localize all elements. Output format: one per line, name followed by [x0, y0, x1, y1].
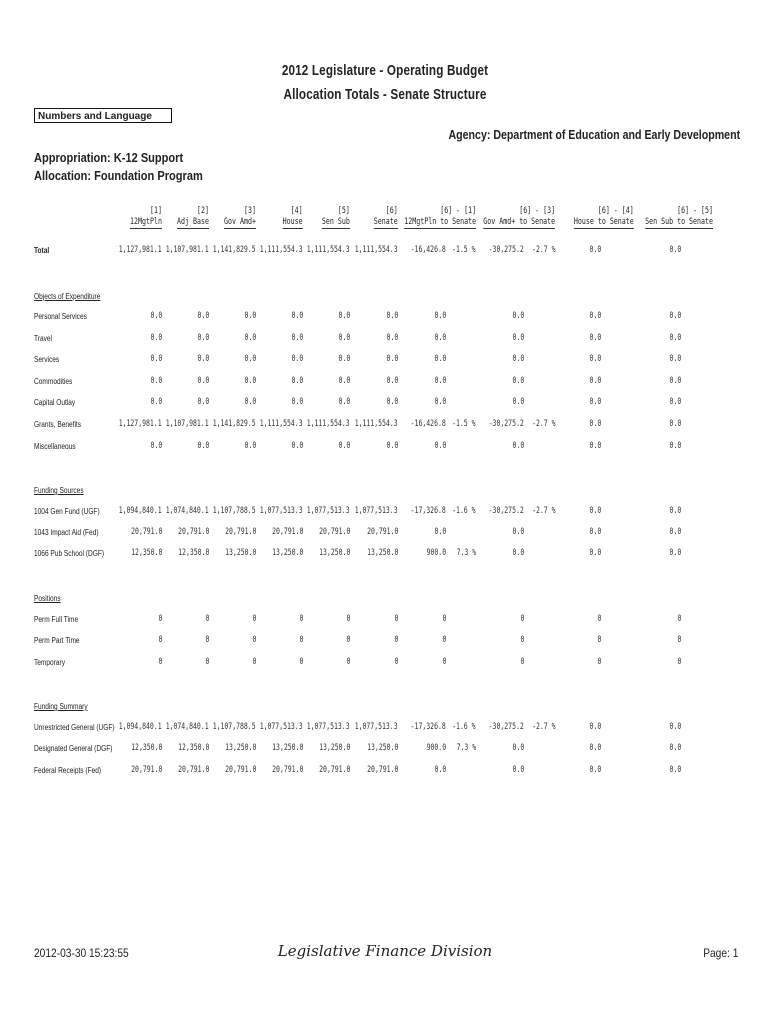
agency-label: Agency: Department of Education and Early Development: [448, 128, 740, 142]
table-cell: 0: [346, 657, 350, 667]
table-cell: 0.0: [589, 354, 601, 364]
table-cell: 0.0: [589, 245, 601, 255]
row-label: Commodities: [34, 377, 73, 386]
column-header: [404, 206, 476, 229]
table-cell: 0.0: [589, 527, 601, 537]
column-number: [3]: [244, 206, 256, 216]
table-cell: 0: [299, 657, 303, 667]
table-cell: 20,791.0: [318, 765, 350, 775]
table-cell: 0: [394, 635, 398, 645]
row-label: 1066 Pub School (DGF): [34, 549, 105, 558]
table-cell: 1,077,513.3: [260, 506, 303, 516]
table-cell: 20,791.0: [271, 765, 303, 775]
table-cell: 0.0: [669, 441, 681, 451]
table-cell: 13,250.0: [271, 548, 303, 558]
table-cell: 0.0: [150, 333, 162, 343]
table-cell: 0.0: [434, 354, 446, 364]
table-cell: 0.0: [434, 311, 446, 321]
table-cell: 13,250.0: [271, 743, 303, 753]
column-label: Senate: [374, 217, 398, 227]
table-cell: 1,127,981.1: [119, 419, 162, 429]
table-cell: 0.0: [197, 311, 209, 321]
table-cell: 12,350.0: [130, 548, 162, 558]
table-cell: 20,791.0: [318, 527, 350, 537]
table-cell: 13,250.0: [366, 743, 398, 753]
table-cell: 20,791.0: [224, 765, 256, 775]
table-cell: 0.0: [589, 548, 601, 558]
table-cell: 1,141,829.5: [213, 245, 256, 255]
table-cell: 0.0: [386, 311, 398, 321]
table-cell: -30,275.2: [488, 722, 524, 732]
table-cell: 0.0: [589, 419, 601, 429]
table-cell: 0.0: [338, 311, 350, 321]
row-label: 1004 Gen Fund (UGF): [34, 507, 100, 516]
table-cell: 1,111,554.3: [307, 419, 350, 429]
table-cell: 0.0: [291, 333, 303, 343]
column-number: [6] - [5]: [677, 206, 713, 216]
table-cell: 20,791.0: [224, 527, 256, 537]
table-cell: 0.0: [512, 333, 524, 343]
table-cell: -16,426.8: [410, 245, 446, 255]
row-label: Designated General (DGF): [34, 744, 113, 753]
column-label: Gov Amd+: [224, 217, 256, 227]
table-cell: 0.0: [589, 311, 601, 321]
table-cell: 0.0: [150, 354, 162, 364]
table-cell: 20,791.0: [177, 765, 209, 775]
row-label: Personal Services: [34, 312, 87, 321]
table-cell: 1,127,981.1: [119, 245, 162, 255]
table-cell: 0: [394, 614, 398, 624]
table-cell: 0.0: [338, 441, 350, 451]
table-cell: 0: [597, 657, 601, 667]
table-cell: 1,094,840.1: [119, 506, 162, 516]
table-cell: 12,350.0: [177, 743, 209, 753]
table-cell: 0.0: [197, 441, 209, 451]
column-number: [5]: [338, 206, 350, 216]
numbers-language-box: Numbers and Language: [34, 108, 172, 123]
table-cell: 0.0: [197, 333, 209, 343]
column-header: [322, 206, 350, 229]
table-cell: 0.0: [669, 333, 681, 343]
table-cell: 0.0: [386, 333, 398, 343]
table-cell: 0.0: [338, 333, 350, 343]
table-cell: 20,791.0: [177, 527, 209, 537]
table-cell: 0: [158, 635, 162, 645]
table-cell: 0: [252, 635, 256, 645]
table-cell: 13,250.0: [224, 548, 256, 558]
table-cell: 1,111,554.3: [355, 419, 398, 429]
table-cell: 1,074,840.1: [166, 506, 209, 516]
table-cell: 0.0: [669, 527, 681, 537]
table-cell: 13,250.0: [224, 743, 256, 753]
column-label: House to Senate: [574, 217, 634, 227]
table-cell: 0.0: [669, 245, 681, 255]
table-cell: 0.0: [244, 311, 256, 321]
column-header: [130, 206, 162, 229]
table-cell: 0: [597, 635, 601, 645]
table-cell: 1,077,513.3: [307, 506, 350, 516]
table-cell: 0.0: [386, 397, 398, 407]
table-cell: 0.0: [669, 397, 681, 407]
table-cell: -16,426.8: [410, 419, 446, 429]
table-cell: 0.0: [512, 354, 524, 364]
table-cell: 0.0: [338, 397, 350, 407]
table-cell: 1,107,981.1: [166, 419, 209, 429]
row-label: Capital Outlay: [34, 398, 76, 407]
table-cell: 0: [597, 614, 601, 624]
table-cell: 0.0: [244, 354, 256, 364]
table-cell: 0: [677, 657, 681, 667]
table-cell: 0.0: [434, 376, 446, 386]
table-cell: -2.7 %: [532, 722, 556, 732]
appropriation-label: Appropriation: K-12 Support: [34, 150, 184, 165]
column-number: [2]: [197, 206, 209, 216]
table-cell: 0.0: [669, 765, 681, 775]
division-signature: Legislative Finance Division: [277, 942, 493, 960]
column-header: [483, 206, 555, 229]
column-number: [6]: [386, 206, 398, 216]
column-label: 12MgtPln: [130, 217, 162, 227]
table-cell: 20,791.0: [271, 527, 303, 537]
section-heading: Objects of Expenditure: [34, 292, 101, 301]
table-cell: 0.0: [589, 506, 601, 516]
row-label: Unrestricted General (UGF): [34, 723, 115, 732]
table-cell: -2.7 %: [532, 419, 556, 429]
column-number: [6] - [3]: [519, 206, 555, 216]
table-cell: 0.0: [589, 722, 601, 732]
table-cell: 0.0: [150, 311, 162, 321]
table-cell: 0.0: [589, 765, 601, 775]
section-heading: Funding Summary: [34, 702, 88, 711]
table-cell: -2.7 %: [532, 506, 556, 516]
table-cell: 0.0: [244, 376, 256, 386]
table-cell: 1,141,829.5: [213, 419, 256, 429]
table-cell: -17,326.8: [410, 506, 446, 516]
table-cell: 0: [442, 635, 446, 645]
table-cell: 0.0: [669, 419, 681, 429]
column-label: Sen Sub: [322, 217, 350, 227]
row-label: Total: [34, 246, 50, 255]
table-cell: 0.0: [291, 397, 303, 407]
table-cell: 0: [205, 635, 209, 645]
table-cell: 20,791.0: [366, 527, 398, 537]
column-header: [283, 206, 303, 229]
table-cell: 0.0: [244, 441, 256, 451]
table-cell: 1,077,513.3: [260, 722, 303, 732]
table-cell: 1,077,513.3: [307, 722, 350, 732]
table-cell: -17,326.8: [410, 722, 446, 732]
table-cell: 0: [299, 614, 303, 624]
table-cell: 1,111,554.3: [260, 419, 303, 429]
table-cell: 0: [520, 657, 524, 667]
row-label: Perm Full Time: [34, 615, 79, 624]
table-cell: 0.0: [291, 354, 303, 364]
table-cell: 0.0: [291, 311, 303, 321]
row-label: Perm Part Time: [34, 636, 80, 645]
table-cell: 0.0: [386, 376, 398, 386]
row-label: 1043 Impact Aid (Fed): [34, 528, 99, 537]
report-timestamp: 2012-03-30 15:23:55: [34, 946, 129, 960]
page-number: Page: 1: [702, 946, 738, 960]
table-cell: 0.0: [589, 743, 601, 753]
table-cell: 1,107,788.5: [213, 722, 256, 732]
column-header: [177, 206, 209, 229]
table-cell: -2.7 %: [532, 245, 556, 255]
table-cell: 0.0: [291, 441, 303, 451]
table-cell: 0: [346, 635, 350, 645]
table-cell: 13,250.0: [318, 743, 350, 753]
table-cell: 0: [346, 614, 350, 624]
report-subtitle: Allocation Totals - Senate Structure: [283, 86, 487, 103]
table-cell: 0.0: [512, 527, 524, 537]
column-header: [574, 206, 634, 229]
table-cell: 1,111,554.3: [355, 245, 398, 255]
table-cell: 0: [442, 614, 446, 624]
table-cell: 0.0: [434, 333, 446, 343]
table-cell: 0.0: [512, 743, 524, 753]
table-cell: 0.0: [434, 527, 446, 537]
table-cell: 0.0: [197, 354, 209, 364]
section-heading: Positions: [34, 594, 61, 603]
table-cell: 0: [252, 657, 256, 667]
table-cell: 20,791.0: [366, 765, 398, 775]
table-cell: 0.0: [434, 397, 446, 407]
column-label: 12MgtPln to Senate: [404, 217, 476, 227]
table-cell: 1,107,981.1: [166, 245, 209, 255]
table-cell: 1,111,554.3: [307, 245, 350, 255]
column-number: [4]: [291, 206, 303, 216]
table-cell: 0: [520, 614, 524, 624]
row-label: Federal Receipts (Fed): [34, 766, 102, 775]
table-cell: 0.0: [197, 376, 209, 386]
table-cell: 0.0: [150, 441, 162, 451]
table-cell: 0: [205, 657, 209, 667]
table-cell: 0.0: [386, 354, 398, 364]
table-cell: 0: [252, 614, 256, 624]
table-cell: 0.0: [197, 397, 209, 407]
table-cell: 1,107,788.5: [213, 506, 256, 516]
table-cell: 1,111,554.3: [260, 245, 303, 255]
table-cell: 1,077,513.3: [355, 722, 398, 732]
table-cell: 0: [299, 635, 303, 645]
table-cell: 0: [158, 657, 162, 667]
table-cell: 0.0: [669, 506, 681, 516]
table-cell: 0.0: [589, 333, 601, 343]
table-cell: 7.3 %: [456, 548, 476, 558]
table-cell: 13,250.0: [318, 548, 350, 558]
row-label: Travel: [34, 334, 52, 343]
table-cell: 20,791.0: [130, 765, 162, 775]
row-label: Miscellaneous: [34, 442, 76, 451]
column-number: [6] - [4]: [598, 206, 634, 216]
table-cell: 1,074,840.1: [166, 722, 209, 732]
table-cell: 0: [442, 657, 446, 667]
table-cell: 0.0: [589, 397, 601, 407]
table-cell: 0.0: [434, 441, 446, 451]
table-cell: 0.0: [338, 376, 350, 386]
column-label: House: [283, 217, 303, 227]
allocation-label: Allocation: Foundation Program: [34, 168, 203, 183]
row-label: Services: [34, 355, 60, 364]
table-cell: 0.0: [512, 397, 524, 407]
table-cell: 0.0: [244, 397, 256, 407]
table-cell: 0.0: [589, 376, 601, 386]
table-cell: 0.0: [669, 376, 681, 386]
table-cell: -30,275.2: [488, 419, 524, 429]
row-label: Grants, Benefits: [34, 420, 82, 429]
column-number: [1]: [150, 206, 162, 216]
table-cell: 0.0: [291, 376, 303, 386]
section-heading: Funding Sources: [34, 486, 84, 495]
table-cell: 0.0: [669, 354, 681, 364]
table-cell: 0.0: [669, 722, 681, 732]
table-cell: 0.0: [512, 548, 524, 558]
table-cell: 0: [205, 614, 209, 624]
report-title: 2012 Legislature - Operating Budget: [281, 62, 489, 79]
table-cell: 0: [394, 657, 398, 667]
table-cell: 900.0: [426, 548, 446, 558]
table-cell: -1.6 %: [452, 506, 476, 516]
table-cell: -1.5 %: [452, 419, 476, 429]
column-header: [374, 206, 398, 229]
column-label: Gov Amd+ to Senate: [483, 217, 555, 227]
table-cell: 0.0: [669, 311, 681, 321]
table-cell: 0: [520, 635, 524, 645]
table-cell: 0.0: [244, 333, 256, 343]
row-label: Temporary: [34, 658, 65, 667]
column-label: Adj Base: [177, 217, 209, 227]
table-cell: 0.0: [150, 376, 162, 386]
table-cell: 12,350.0: [177, 548, 209, 558]
column-number: [6] - [1]: [440, 206, 476, 216]
table-cell: 0.0: [512, 765, 524, 775]
table-cell: 0.0: [589, 441, 601, 451]
table-cell: 0.0: [338, 354, 350, 364]
table-cell: -1.6 %: [452, 722, 476, 732]
table-cell: 0.0: [434, 765, 446, 775]
table-cell: 12,350.0: [130, 743, 162, 753]
table-cell: -1.5 %: [452, 245, 476, 255]
table-cell: 7.3 %: [456, 743, 476, 753]
table-cell: 1,077,513.3: [355, 506, 398, 516]
table-cell: 0: [677, 614, 681, 624]
table-cell: -30,275.2: [488, 506, 524, 516]
table-cell: 0.0: [512, 376, 524, 386]
table-cell: 0: [677, 635, 681, 645]
table-cell: 0.0: [512, 311, 524, 321]
column-header: [645, 206, 713, 229]
table-cell: 0.0: [386, 441, 398, 451]
table-cell: 20,791.0: [130, 527, 162, 537]
table-cell: 13,250.0: [366, 548, 398, 558]
table-cell: -30,275.2: [488, 245, 524, 255]
table-cell: 0.0: [669, 548, 681, 558]
table-cell: 1,094,840.1: [119, 722, 162, 732]
table-cell: 0.0: [512, 441, 524, 451]
table-cell: 900.0: [426, 743, 446, 753]
column-label: Sen Sub to Senate: [645, 217, 713, 227]
table-cell: 0: [158, 614, 162, 624]
table-cell: 0.0: [669, 743, 681, 753]
table-cell: 0.0: [150, 397, 162, 407]
column-header: [224, 206, 256, 229]
